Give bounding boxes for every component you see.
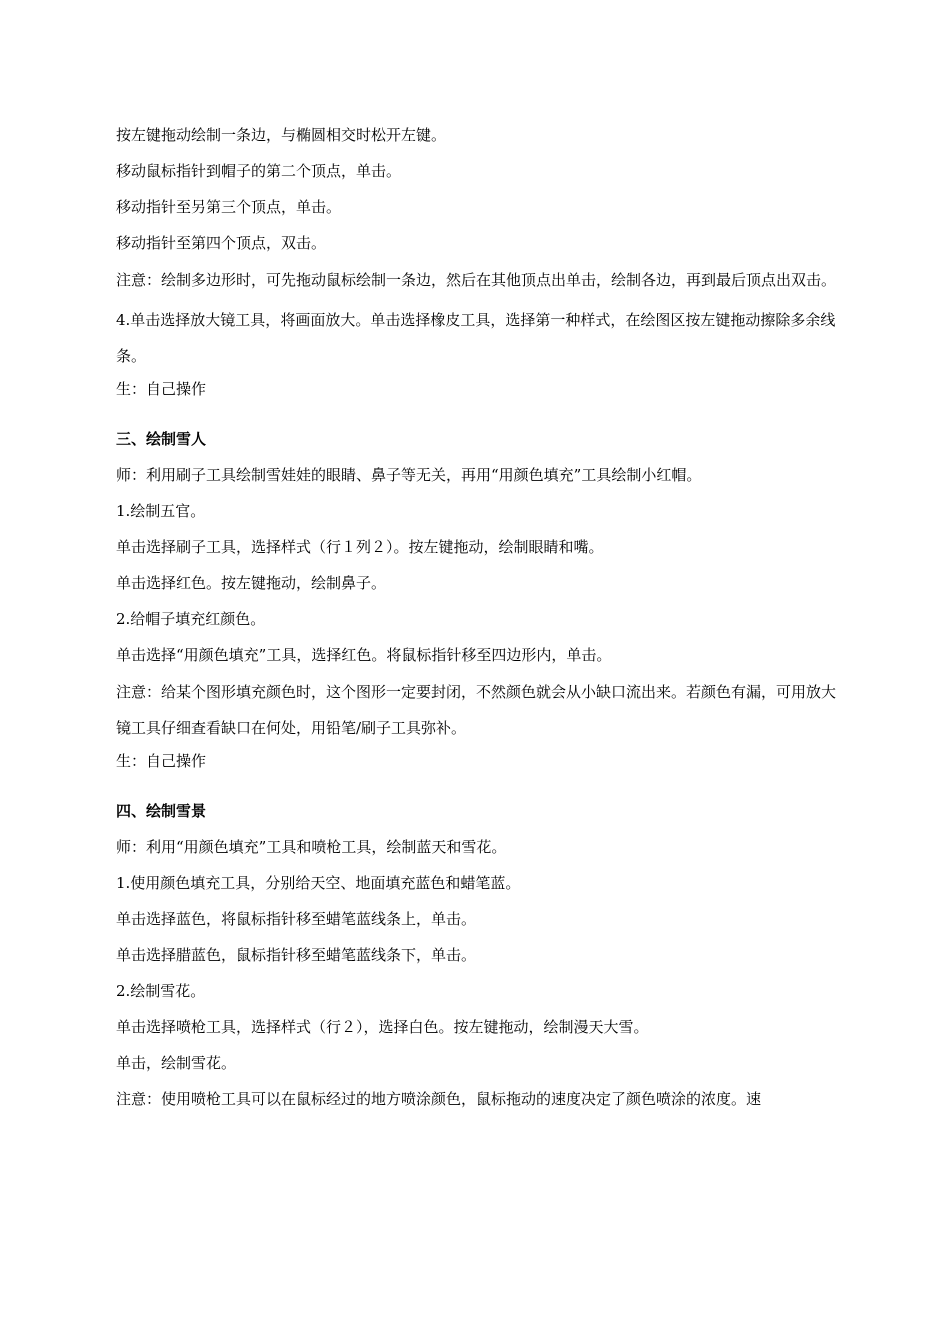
note-paragraph: 注意：绘制多边形时，可先拖动鼠标绘制一条边，然后在其他顶点出单击，绘制各边，再到最后顶点出双击。 — [116, 271, 837, 289]
section-heading: 三、绘制雪人 — [116, 430, 207, 448]
paragraph: 生：自己操作 — [116, 380, 207, 398]
note-paragraph: 注意：给某个图形填充颜色时，这个图形一定要封闭，不然颜色就会从小缺口流出来。若颜色有漏，可用放大镜工具仔细查看缺口在何处，用铅笔/刷子工具弥补。 — [116, 683, 837, 737]
paragraph: 单击选择腊蓝色，鼠标指针移至蜡笔蓝线条下，单击。 — [116, 946, 477, 964]
paragraph: 移动指针至另第三个顶点，单击。 — [116, 198, 342, 216]
document-body — [116, 124, 840, 1124]
paragraph: 师：利用“用颜色填充”工具和喷枪工具，绘制蓝天和雪花。 — [116, 838, 507, 856]
paragraph: 单击选择刷子工具，选择样式（行１列２）。按左键拖动，绘制眼睛和嘴。 — [116, 538, 604, 556]
paragraph: 师：利用刷子工具绘制雪娃娃的眼睛、鼻子等无关，再用“用颜色填充”工具绘制小红帽。 — [116, 466, 702, 484]
paragraph: 4.单击选择放大镜工具，将画面放大。单击选择橡皮工具，选择第一种样式，在绘图区按左键拖动擦除多余线条。 — [116, 311, 836, 365]
paragraph: 单击选择红色。按左键拖动，绘制鼻子。 — [116, 574, 387, 592]
paragraph: 生：自己操作 — [116, 752, 207, 770]
paragraph: 单击选择“用颜色填充”工具，选择红色。将鼠标指针移至四边形内，单击。 — [116, 646, 612, 664]
paragraph: 按左键拖动绘制一条边，与椭圆相交时松开左键。 — [116, 126, 447, 144]
paragraph: 单击选择蓝色，将鼠标指针移至蜡笔蓝线条上，单击。 — [116, 910, 477, 928]
paragraph: 单击，绘制雪花。 — [116, 1054, 237, 1072]
note-paragraph: 注意：使用喷枪工具可以在鼠标经过的地方喷涂颜色，鼠标拖动的速度决定了颜色喷涂的浓度。速 — [116, 1090, 762, 1108]
paragraph: 单击选择喷枪工具，选择样式（行２），选择白色。按左键拖动，绘制漫天大雪。 — [116, 1018, 649, 1036]
paragraph: 移动指针至第四个顶点，双击。 — [116, 234, 327, 252]
section-heading: 四、绘制雪景 — [116, 802, 207, 820]
paragraph: 1.绘制五官。 — [116, 502, 206, 520]
paragraph: 1.使用颜色填充工具，分别给天空、地面填充蓝色和蜡笔蓝。 — [116, 874, 521, 892]
paragraph: 移动鼠标指针到帽子的第二个顶点，单击。 — [116, 162, 402, 180]
paragraph: 2.给帽子填充红颜色。 — [116, 610, 266, 628]
paragraph: 2.绘制雪花。 — [116, 982, 206, 1000]
